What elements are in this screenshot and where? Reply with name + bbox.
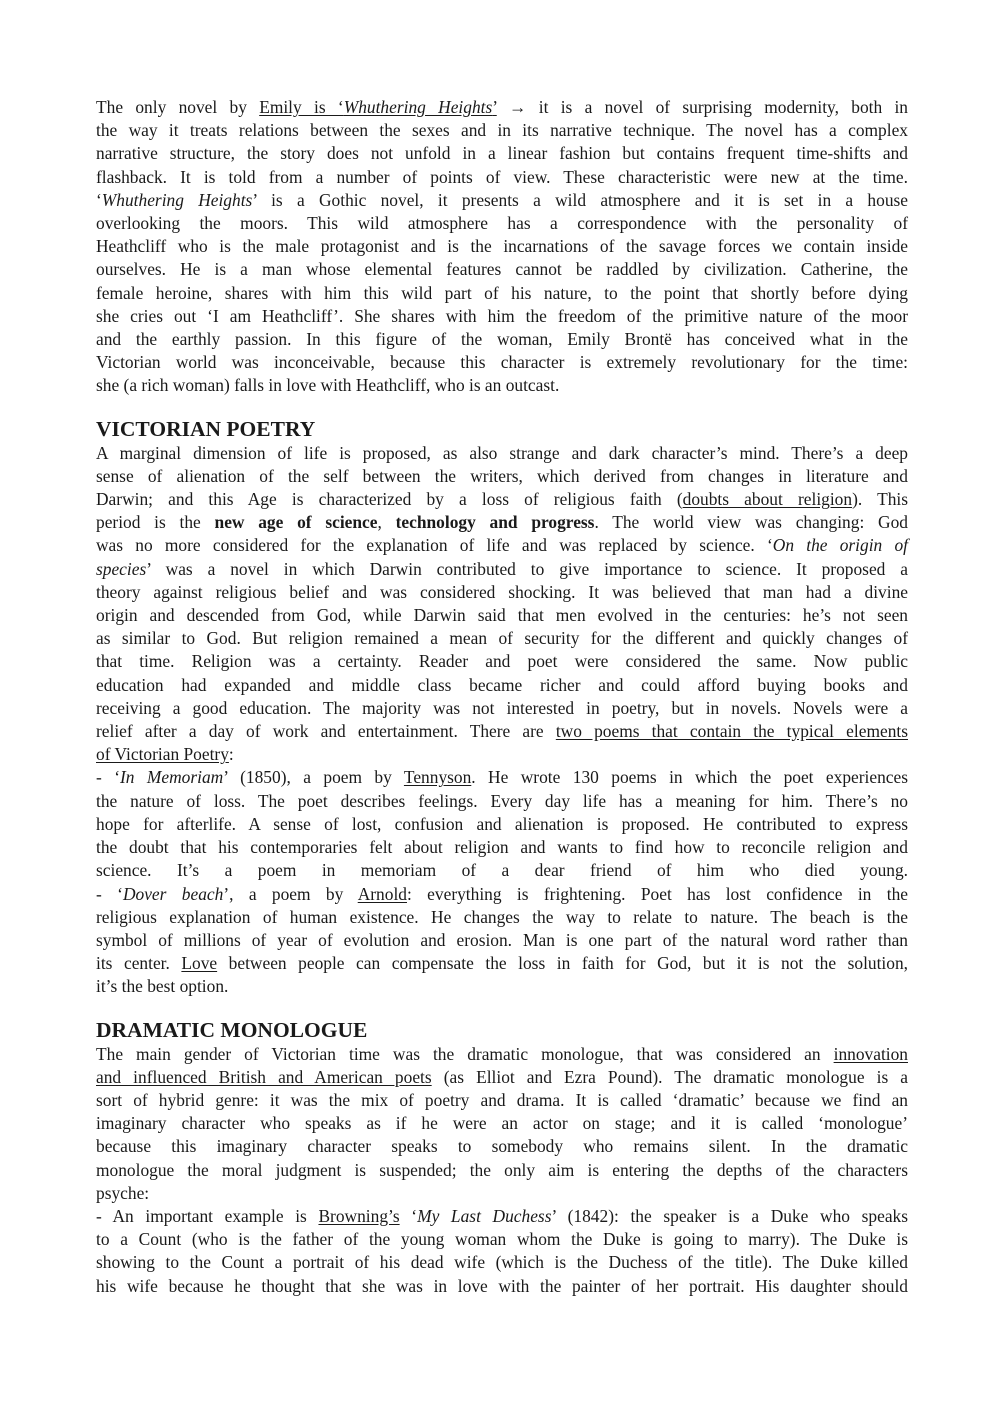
text-run: showing to the Count a portrait of his dead wife (which is the Duchess of the title). The Duke killed [96, 1252, 908, 1273]
text-line [96, 952, 908, 975]
underlined-text: doubts about religion [682, 489, 853, 510]
text-run: . The world view was changing: God [594, 512, 908, 533]
text-run: she cries out ‘I am Heathcliff’. She shares with him the freedom of the primitive nature of the moor [96, 305, 908, 326]
text-run: : [228, 744, 234, 765]
text-line [96, 189, 908, 212]
text-line [96, 604, 908, 627]
text-line [96, 374, 908, 397]
underlined-text: of Victorian Poetry [96, 744, 229, 765]
underlined-text: Browning’s [318, 1205, 400, 1226]
text-line [96, 720, 908, 743]
text-line [96, 859, 908, 882]
italic-title: Dover beach [122, 883, 224, 904]
text-line [96, 558, 908, 581]
text-line [96, 743, 908, 766]
text-run: psyche: [96, 1182, 150, 1203]
text-line [96, 1182, 908, 1205]
text-run: ). This [852, 489, 908, 510]
text-line [96, 351, 908, 374]
text-run: religious explanation of human existence. He changes the way to relate to nature. The beach is the [96, 906, 908, 927]
text-run: → it is a novel of surprising modernity, both in [496, 97, 908, 117]
text-line [96, 1135, 908, 1158]
underlined-text: innovation [833, 1043, 908, 1064]
text-line [96, 212, 908, 235]
text-line [96, 96, 908, 119]
text-run: that time. Religion was a certainty. Reader and poet were considered the same. Now public [96, 651, 908, 672]
underlined-text: Tennyson [403, 767, 472, 788]
text-line [96, 465, 908, 488]
text-run: ourselves. He is a man whose elemental features cannot be raddled by civilization. Catherine, the [96, 259, 908, 280]
text-run: education had expanded and middle class became richer and could afford buying books and [96, 674, 908, 695]
text-run: flashback. It is told from a number of points of view. These characteristic were new at the time. [96, 166, 908, 187]
text-run: sense of alienation of the self between the writers, which derived from changes in literature and [96, 465, 908, 486]
text-line [96, 142, 908, 165]
text-run: ’ (1842): the speaker is a Duke who speaks [551, 1205, 908, 1226]
underlined-text: Arnold [357, 883, 407, 904]
text-line [96, 488, 908, 511]
underlined-text: two poems that contain the typical elements [555, 721, 908, 742]
text-run: science. It’s a poem in memoriam of a dear friend of him who died young. [96, 860, 908, 881]
text-run: to a Count (who is the father of the young woman whom the Duke is going to marry). The Duke is [96, 1229, 908, 1250]
text-line [96, 650, 908, 673]
text-line [96, 1089, 908, 1112]
text-run: (as Elliot and Ezra Pound). The dramatic monologue is a [431, 1066, 909, 1087]
section-paragraph [96, 442, 908, 999]
text-run: his wife because he thought that she was in love with the painter of her portrait. His daughter should [96, 1275, 908, 1296]
text-run: ‘ [399, 1205, 418, 1226]
text-line [96, 258, 908, 281]
text-run: between people can compensate the loss in faith for God, but it is not the solution, [217, 953, 908, 974]
text-run: ’ (1850), a poem by [223, 767, 404, 788]
section-heading: VICTORIAN POETRY [96, 416, 316, 441]
text-line [96, 1228, 908, 1251]
text-run: imaginary character who speaks as if he were an actor on stage; and it is called ‘monologue’ [96, 1113, 908, 1134]
underlined-text: Love [181, 953, 218, 974]
text-run: period is the [96, 512, 215, 533]
underlined-text: Emily is ‘ [259, 97, 344, 117]
text-line [96, 790, 908, 813]
bold-text: technology and progress [395, 512, 595, 533]
text-line [96, 534, 908, 557]
text-line [96, 305, 908, 328]
text-line [96, 836, 908, 859]
section-heading: DRAMATIC MONOLOGUE [96, 1017, 368, 1042]
text-line [96, 581, 908, 604]
text-run: and the earthly passion. In this figure of the woman, Emily Brontë has conceived what in the [96, 329, 908, 350]
text-line [96, 235, 908, 258]
text-line [96, 674, 908, 697]
text-line [96, 697, 908, 720]
text-run: as similar to God. But religion remained a mean of security for the different and quickly changes of [96, 628, 908, 649]
text-line [96, 328, 908, 351]
italic-title: In Memoriam [120, 767, 224, 788]
text-line [96, 1205, 908, 1228]
text-run: Victorian world was inconceivable, because this character is extremely revolutionary for the time: [96, 352, 908, 373]
text-line [96, 906, 908, 929]
underlined-text: Whuthering Heights [343, 97, 493, 117]
text-line [96, 929, 908, 952]
text-run: ‘ [96, 189, 102, 210]
text-line [96, 282, 908, 305]
text-run: the way it treats relations between the sexes and in its narrative technique. The novel has a complex [96, 120, 908, 141]
bold-text: new age of science [214, 512, 378, 533]
text-run: A marginal dimension of life is proposed, as also strange and dark character’s mind. There’s a deep [96, 442, 908, 463]
text-run: narrative structure, the story does not unfold in a linear fashion but contains frequent time-shifts and [96, 143, 908, 164]
text-line [96, 442, 908, 465]
text-run: - An important example is [96, 1205, 319, 1226]
text-line [96, 1275, 908, 1298]
text-run: receiving a good education. The majority was not interested in poetry, but in novels. Novels were a [96, 697, 908, 718]
text-run: symbol of millions of year of evolution and erosion. Man is one part of the natural word rather than [96, 929, 908, 950]
text-run: overlooking the moors. This wild atmosphere has a correspondence with the personality of [96, 213, 908, 234]
text-run: its center. [96, 953, 182, 974]
italic-title: Whuthering Heights [101, 189, 253, 210]
text-run: was no more considered for the explanation of life and was replaced by science. ‘ [96, 535, 773, 556]
text-run: hope for afterlife. A sense of lost, confusion and alienation is proposed. He contributed to express [96, 813, 908, 834]
text-run: it’s the best option. [96, 976, 229, 997]
underlined-text: ’ [492, 97, 497, 117]
text-run: because this imaginary character speaks to somebody who remains silent. In the dramatic [96, 1136, 908, 1157]
text-line [96, 883, 908, 906]
text-run: the nature of loss. The poet describes feelings. Every day life has a meaning for him. There’s no [96, 790, 908, 811]
text-line [96, 766, 908, 789]
document-page [96, 96, 908, 1298]
section-paragraph [96, 96, 908, 398]
text-line [96, 511, 908, 534]
text-run: The main gender of Victorian time was the dramatic monologue, that was considered an [96, 1043, 834, 1064]
text-run: - ‘ [96, 883, 123, 904]
text-run: Darwin; and this Age is characterized by a loss of religious faith ( [96, 489, 683, 510]
text-line [96, 166, 908, 189]
text-run: origin and descended from God, while Darwin said that men evolved in the centuries: he’s not seen [96, 605, 908, 626]
text-run: Heathcliff who is the male protagonist and is the incarnations of the savage forces we contain inside [96, 236, 908, 257]
text-run: ’ is a Gothic novel, it presents a wild atmosphere and it is set in a house [252, 189, 909, 210]
text-run: the doubt that his contemporaries felt about religion and wants to find how to reconcile religion and [96, 837, 908, 858]
text-line [96, 1043, 908, 1066]
text-run: ’, a poem by [223, 883, 358, 904]
text-line [96, 975, 908, 998]
text-run: ’ was a novel in which Darwin contributed to give importance to science. It proposed a [146, 558, 908, 579]
text-run: theory against religious belief and was considered shocking. It was believed that man had a divine [96, 581, 908, 602]
text-line [96, 1251, 908, 1274]
text-run: sort of hybrid genre: it was the mix of poetry and drama. It is called ‘dramatic’ because we find an [96, 1089, 908, 1110]
text-run: . He wrote 130 poems in which the poet experiences [471, 767, 908, 788]
italic-title: My Last Duchess [417, 1205, 552, 1226]
underlined-text: and influenced British and American poets [96, 1066, 432, 1087]
italic-title: On the origin of [772, 535, 908, 556]
text-run: she (a rich woman) falls in love with Heathcliff, who is an outcast. [96, 375, 560, 396]
text-line [96, 627, 908, 650]
text-line [96, 1159, 908, 1182]
text-run: female heroine, shares with him this wild part of his nature, to the point that shortly before dying [96, 282, 908, 303]
text-line [96, 1066, 908, 1089]
text-run: - ‘ [96, 767, 120, 788]
text-line [96, 1112, 908, 1135]
section-paragraph [96, 1043, 908, 1298]
text-line [96, 119, 908, 142]
text-run: : everything is frightening. Poet has lost confidence in the [406, 883, 908, 904]
text-run: monologue the moral judgment is suspended; the only aim is entering the depths of the characters [96, 1159, 908, 1180]
text-run: relief after a day of work and entertainment. There are [96, 721, 556, 742]
text-run: , [377, 512, 396, 533]
text-line [96, 813, 908, 836]
text-run: The only novel by [96, 97, 260, 117]
italic-title: species [96, 558, 147, 579]
